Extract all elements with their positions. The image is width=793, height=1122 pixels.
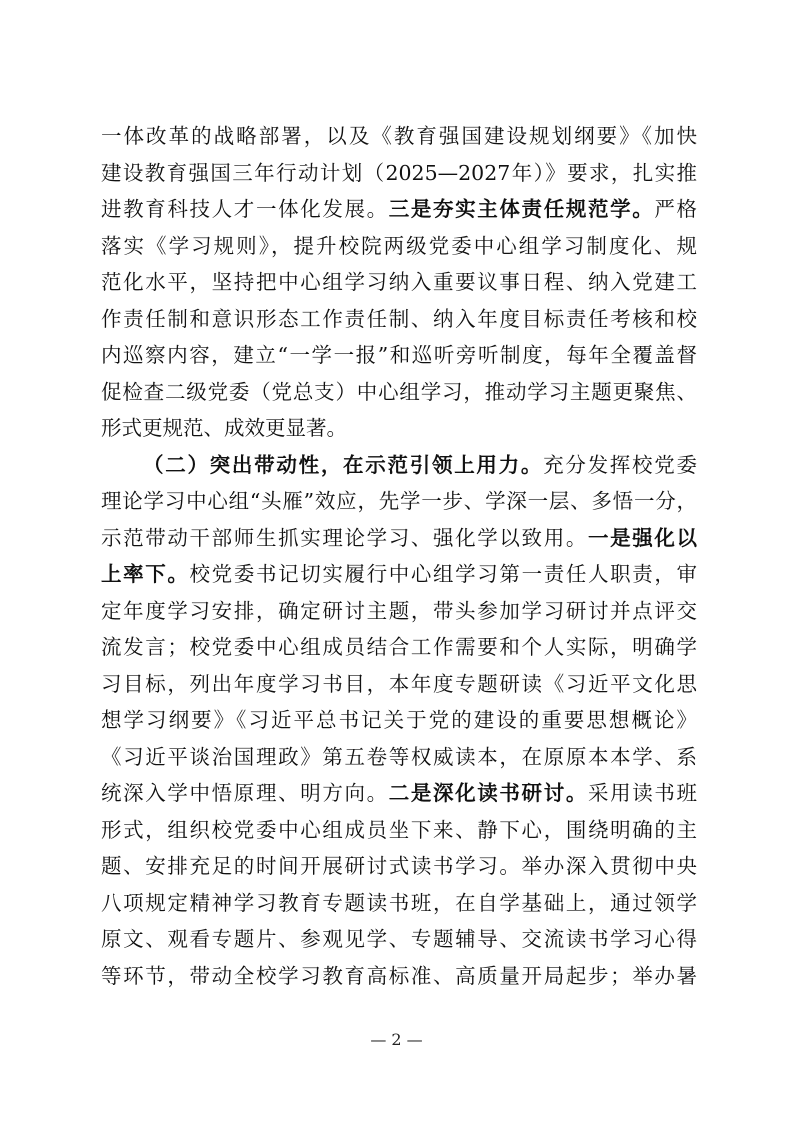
text-line <box>101 921 697 958</box>
body-text: 进教育科技人才一体化发展。 <box>101 197 389 221</box>
text-line <box>101 337 697 374</box>
page-number: — 2 — <box>370 1030 423 1049</box>
text-line <box>101 155 697 192</box>
body-text: 示范带动干部师生抓实理论学习、强化学以致用。 <box>101 525 588 550</box>
text-line <box>101 775 697 812</box>
bold-heading-text: 上率下。 <box>101 562 190 586</box>
text-line <box>101 191 697 228</box>
body-text: 作责任制和意识形态工作责任制、纳入年度目标责任考核和校 <box>101 306 697 331</box>
body-text: 充分发挥校党委 <box>543 452 697 477</box>
text-line <box>101 301 697 338</box>
body-text: 严格 <box>654 197 698 221</box>
body-text: 内巡察内容，建立“一学一报”和巡听旁听制度，每年全覆盖督 <box>101 343 697 367</box>
text-line <box>101 264 697 301</box>
text-line <box>101 410 697 447</box>
text-line <box>101 118 697 155</box>
body-text: 八项规定精神学习教育专题读书班，在自学基础上，通过领学 <box>101 890 697 915</box>
text-line <box>101 812 697 849</box>
bold-heading-text: 三是夯实主体责任规范学。 <box>388 197 655 221</box>
body-text: 想学习纲要》《习近平总书记关于党的建设的重要思想概论》 <box>101 708 697 732</box>
body-text: 采用读书班 <box>587 781 698 805</box>
text-line <box>101 228 697 265</box>
text-line <box>101 702 697 739</box>
bold-heading-text: 一是强化以 <box>587 525 698 550</box>
body-text: 等环节，带动全校学习教育高标准、高质量开局起步；举办暑 <box>101 963 697 988</box>
body-text: 定年度学习安排，确定研讨主题，带头参加学习研讨并点评交 <box>101 598 697 623</box>
body-text: 《习近平谈治国理政》第五卷等权威读本，在原原本本学、系 <box>101 744 697 769</box>
body-text: 落实《学习规则》，提升校院两级党委中心组学习制度化、规 <box>101 233 697 258</box>
text-line <box>101 848 697 885</box>
text-line <box>101 666 697 703</box>
body-text: 习目标，列出年度学习书目，本年度专题研读《习近平文化思 <box>101 671 697 696</box>
text-line <box>101 739 697 776</box>
body-text: 促检查二级党委（党总支）中心组学习，推动学习主题更聚焦、 <box>101 379 697 404</box>
text-line <box>101 885 697 922</box>
body-text: 范化水平，坚持把中心组学习纳入重要议事日程、纳入党建工 <box>101 270 697 294</box>
body-text: 一体改革的战略部署，以及《教育强国建设规划纲要》《加快 <box>101 124 697 148</box>
body-text: 校党委书记切实履行中心组学习第一责任人职责，审 <box>189 562 698 586</box>
text-line <box>101 593 697 630</box>
text-line <box>101 556 697 593</box>
body-text: 题、安排充足的时间开展研讨式读书学习。举办深入贯彻中央 <box>101 854 697 878</box>
text-line <box>101 629 697 666</box>
bold-heading-text: （二）突出带动性，在示范引领上用力。 <box>143 452 544 477</box>
text-line <box>101 958 697 995</box>
body-text: 理论学习中心组“头雁”效应，先学一步、学深一层、多悟一分， <box>101 489 697 513</box>
bold-heading-text: 二是深化读书研讨。 <box>388 781 588 805</box>
text-line <box>101 374 697 411</box>
body-text: 形式，组织校党委中心组成员坐下来、静下心，围绕明确的主 <box>101 817 697 842</box>
body-text: 原文、观看专题片、参观见学、专题辅导、交流读书学习心得 <box>101 927 697 951</box>
text-line <box>101 447 697 484</box>
body-text: 形式更规范、成效更显著。 <box>101 416 347 440</box>
body-text: 建设教育强国三年行动计划（2025—2027年）》要求，扎实推 <box>101 160 697 185</box>
document-body <box>101 118 697 994</box>
body-text: 流发言；校党委中心组成员结合工作需要和个人实际，明确学 <box>101 635 697 659</box>
text-line <box>101 520 697 557</box>
text-line <box>101 483 697 520</box>
body-text: 统深入学中悟原理、明方向。 <box>101 781 389 805</box>
